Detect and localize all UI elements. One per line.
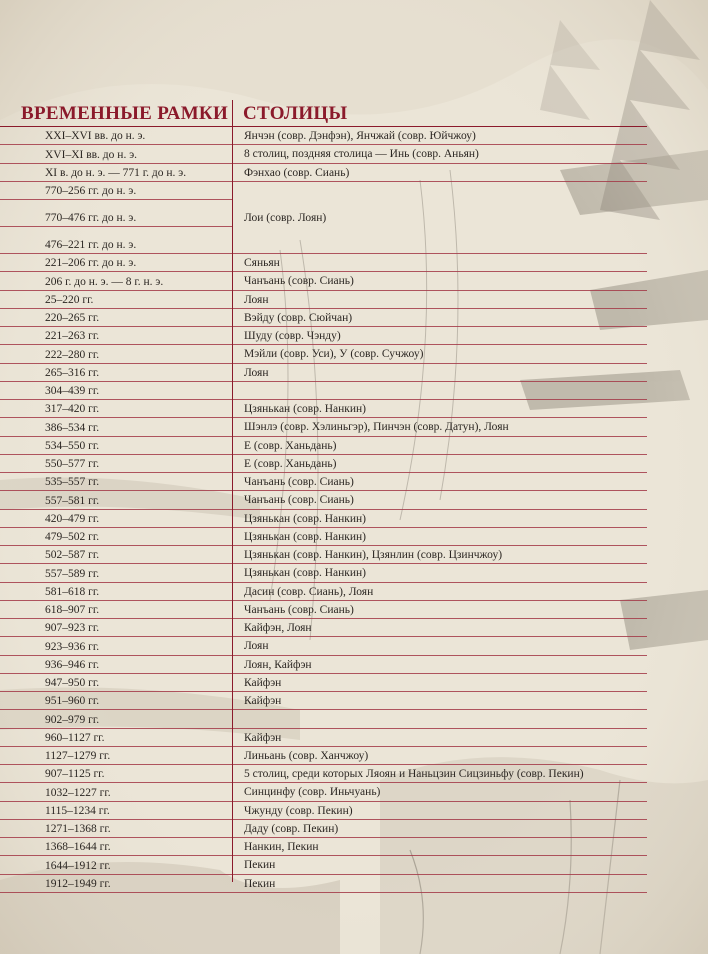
period-cell: 1271–1368 гг. xyxy=(45,823,111,835)
period-cell: 907–923 гг. xyxy=(45,622,100,635)
period-cell: 476–221 гг. до н. э. xyxy=(45,239,137,251)
table-row xyxy=(0,838,647,856)
period-cell: 947–950 гг. xyxy=(45,677,100,689)
period-cell: 951–960 гг. xyxy=(45,695,100,708)
capital-cell: Сяньян xyxy=(244,257,280,269)
column-header-capitals: СТОЛИЦЫ xyxy=(243,103,348,124)
timeline-table xyxy=(0,127,647,893)
table-row xyxy=(0,327,647,345)
capital-cell: Янчэн (совр. Дэнфэн), Янчжай (совр. Юйчжоу) xyxy=(244,130,476,142)
capital-cell: Лоян xyxy=(244,366,269,379)
capital-cell: 5 столиц, среди которых Ляоян и Наньцзин Сицзиньфу (совр. Пекин) xyxy=(244,768,584,780)
table-row xyxy=(0,637,647,655)
table-row xyxy=(0,692,647,710)
period-cell: 220–265 гг. xyxy=(45,312,100,324)
table-row xyxy=(0,227,647,254)
table-row xyxy=(0,127,647,145)
capital-cell: Лоян xyxy=(244,293,269,306)
capital-cell: Чжунду (совр. Пекин) xyxy=(244,804,353,817)
table-row xyxy=(0,164,647,182)
period-cell: 923–936 гг. xyxy=(45,640,100,653)
capital-cell: Кайфэн, Лоян xyxy=(244,622,312,634)
capital-cell: Нанкин, Пекин xyxy=(244,841,319,853)
capital-cell: Пекин xyxy=(244,877,276,890)
period-cell: 221–263 гг. xyxy=(45,330,100,343)
period-cell: 770–476 гг. до н. э. xyxy=(45,212,137,224)
table-row xyxy=(0,783,647,801)
table-row xyxy=(0,747,647,765)
table-row xyxy=(0,400,647,418)
table-row xyxy=(0,437,647,455)
capital-cell: Чанъань (совр. Сиань) xyxy=(244,476,354,488)
period-cell: 386–534 гг. xyxy=(45,421,100,434)
table-row xyxy=(0,510,647,528)
capital-cell: Дасин (совр. Сиань), Лоян xyxy=(244,585,374,598)
capital-cell: Цзянькан (совр. Нанкин) xyxy=(244,512,366,525)
capital-cell: 8 столиц, поздняя столица — Инь (совр. Аньян) xyxy=(244,148,479,161)
capital-cell: Пекин xyxy=(244,859,276,872)
table-row xyxy=(0,491,647,509)
capital-cell: Шэнлэ (совр. Хэлиньгэр), Пинчэн (совр. Датун), Лоян xyxy=(244,421,509,434)
capital-cell: Синцинфу (совр. Иньчуань) xyxy=(244,786,381,799)
period-cell: XXI–XVI вв. до н. э. xyxy=(45,130,146,143)
table-row xyxy=(0,272,647,290)
column-divider xyxy=(232,127,233,882)
capital-cell: Лоян xyxy=(244,640,269,653)
table-row xyxy=(0,291,647,309)
period-cell: 1115–1234 гг. xyxy=(45,804,110,817)
period-cell: 581–618 гг. xyxy=(45,585,100,598)
column-header-time-frames: ВРЕМЕННЫЕ РАМКИ xyxy=(21,103,229,124)
period-cell: 479–502 гг. xyxy=(45,531,100,543)
period-cell: 317–420 гг. xyxy=(45,403,100,416)
period-cell: 304–439 гг. xyxy=(45,385,100,397)
capital-cell: Чанъань (совр. Сиань) xyxy=(244,603,354,616)
table-row xyxy=(0,546,647,564)
period-cell: 265–316 гг. xyxy=(45,366,100,379)
capital-cell: Цзянькан (совр. Нанкин) xyxy=(244,530,366,543)
table-row xyxy=(0,601,647,619)
capital-cell: Фэнхао (совр. Сиань) xyxy=(244,166,350,179)
table-row xyxy=(0,345,647,363)
table-row xyxy=(0,528,647,546)
period-cell: 557–589 гг. xyxy=(45,567,100,580)
period-cell: XVI–XI вв. до н. э. xyxy=(45,148,137,161)
header-divider xyxy=(232,100,233,127)
table-row xyxy=(0,856,647,874)
capital-cell: Цзянькан (совр. Нанкин) xyxy=(244,403,366,415)
capital-cell: Е (совр. Ханьдань) xyxy=(244,457,337,470)
period-cell: 936–946 гг. xyxy=(45,658,100,671)
table-row xyxy=(0,820,647,838)
period-cell: 1032–1227 гг. xyxy=(45,786,111,799)
capital-cell: Цзянькан (совр. Нанкин) xyxy=(244,567,366,580)
period-cell: 550–577 гг. xyxy=(45,458,100,470)
table-row xyxy=(0,145,647,163)
table-row xyxy=(0,364,647,382)
capital-cell: Лоян, Кайфэн xyxy=(244,658,312,671)
table-row xyxy=(0,200,647,227)
period-cell: 25–220 гг. xyxy=(45,293,94,306)
table-row xyxy=(0,674,647,692)
period-cell: 222–280 гг. xyxy=(45,348,100,361)
table-row xyxy=(0,710,647,728)
table-row xyxy=(0,473,647,491)
period-cell: 1368–1644 гг. xyxy=(45,841,111,854)
period-cell: 960–1127 гг. xyxy=(45,731,105,744)
table-row xyxy=(0,802,647,820)
table-row xyxy=(0,382,647,400)
table-row xyxy=(0,418,647,436)
period-cell: 535–557 гг. xyxy=(45,476,100,489)
capital-cell: Шуду (совр. Чэнду) xyxy=(244,330,341,342)
period-cell: 221–206 гг. до н. э. xyxy=(45,257,137,270)
capital-cell: Чанъань (совр. Сиань) xyxy=(244,275,354,288)
table-row xyxy=(0,619,647,637)
period-cell: 770–256 гг. до н. э. xyxy=(45,185,137,197)
period-cell: 1644–1912 гг. xyxy=(45,859,111,872)
table-row xyxy=(0,455,647,473)
period-cell: 502–587 гг. xyxy=(45,549,100,562)
period-cell: 618–907 гг. xyxy=(45,604,100,616)
table-row xyxy=(0,765,647,783)
capital-cell: Даду (совр. Пекин) xyxy=(244,822,339,835)
table-row xyxy=(0,875,647,893)
capital-cell: Кайфэн xyxy=(244,676,282,689)
capital-cell: Цзянькан (совр. Нанкин), Цзянлин (совр. Цзинчжоу) xyxy=(244,549,503,561)
period-cell: 1127–1279 гг. xyxy=(45,750,111,762)
table-row xyxy=(0,564,647,582)
table-row xyxy=(0,729,647,747)
capital-cell: Кайфэн xyxy=(244,695,282,707)
table-row xyxy=(0,656,647,674)
capital-cell: Линьань (совр. Ханчжоу) xyxy=(244,749,369,762)
period-cell: 1912–1949 гг. xyxy=(45,877,111,890)
period-cell: 420–479 гг. xyxy=(45,512,100,525)
capital-cell: Мэйли (совр. Уси), У (совр. Сучжоу) xyxy=(244,348,424,361)
period-cell: 534–550 гг. xyxy=(45,439,100,452)
period-cell: 907–1125 гг. xyxy=(45,768,105,781)
capital-cell: Чанъань (совр. Сиань) xyxy=(244,494,354,507)
period-cell: 206 г. до н. э. — 8 г. н. э. xyxy=(45,275,164,288)
capital-cell: Е (совр. Ханьдань) xyxy=(244,439,337,452)
capital-cell: Кайфэн xyxy=(244,731,282,744)
table-row xyxy=(0,254,647,272)
table-row xyxy=(0,583,647,601)
capital-cell: Лои (совр. Лоян) xyxy=(244,211,327,224)
table-row xyxy=(0,309,647,327)
period-cell: XI в. до н. э. — 771 г. до н. э. xyxy=(45,166,187,179)
period-cell: 557–581 гг. xyxy=(45,494,100,507)
capital-cell: Вэйду (совр. Сюйчан) xyxy=(244,311,353,324)
period-cell: 902–979 гг. xyxy=(45,713,100,726)
